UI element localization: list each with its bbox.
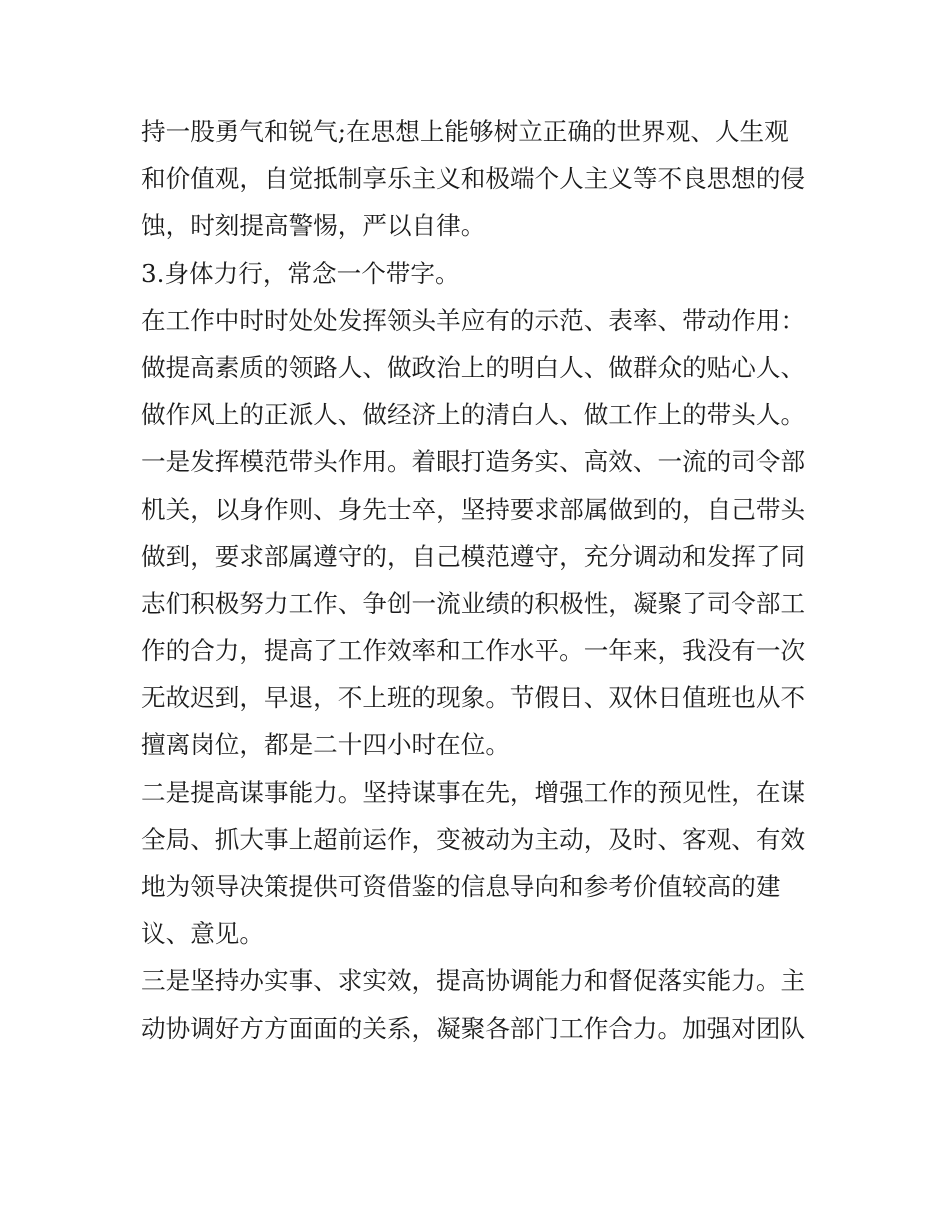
text-line-3: 蚀，时刻提高警惕，严以自律。 — [141, 211, 486, 241]
text-line-2: 和价值观，自觉抵制享乐主义和极端个人主义等不良思想的侵 — [141, 164, 806, 194]
text-line-17: 地为领导决策提供可资借鉴的信息导向和参考价值较高的建 — [141, 872, 781, 901]
text-line-12: 作的合力，提高了工作效率和工作水平。一年来，我没有一次 — [141, 636, 806, 666]
text-line-19: 三是坚持办实事、求实效，提高协调能力和督促落实能力。主 — [141, 966, 806, 996]
text-line-16: 全局、抓大事上超前运作，变被动为主动，及时、客观、有效 — [141, 824, 806, 854]
section-heading: 3.身体力行，常念一个带字。 — [141, 258, 460, 288]
text-line-9: 机关，以身作则、身先士卒，坚持要求部属做到的，自己带头 — [141, 494, 806, 524]
text-line-20: 动协调好方方面面的关系，凝聚各部门工作合力。加强对团队 — [141, 1013, 806, 1043]
text-line-7: 做作风上的正派人、做经济上的清白人、做工作上的带头人。 — [141, 400, 806, 430]
document-body — [141, 108, 821, 1052]
text-line-5: 在工作中时时处处发挥领头羊应有的示范、表率、带动作用： — [141, 305, 806, 335]
text-line-13: 无故迟到，早退，不上班的现象。节假日、双休日值班也从不 — [141, 683, 806, 713]
text-line-8: 一是发挥模范带头作用。着眼打造务实、高效、一流的司令部 — [141, 447, 806, 477]
text-line-10: 做到，要求部属遵守的，自己模范遵守，充分调动和发挥了同 — [141, 541, 806, 571]
text-line-1: 持一股勇气和锐气;在思想上能够树立正确的世界观、人生观 — [141, 117, 789, 146]
text-line-18: 议、意见。 — [141, 919, 264, 949]
text-line-15: 二是提高谋事能力。坚持谋事在先，增强工作的预见性，在谋 — [141, 777, 806, 807]
text-line-11: 志们积极努力工作、争创一流业绩的积极性，凝聚了司令部工 — [141, 588, 806, 618]
text-line-14: 擅离岗位，都是二十四小时在位。 — [141, 730, 510, 760]
text-line-6: 做提高素质的领路人、做政治上的明白人、做群众的贴心人、 — [141, 352, 806, 382]
